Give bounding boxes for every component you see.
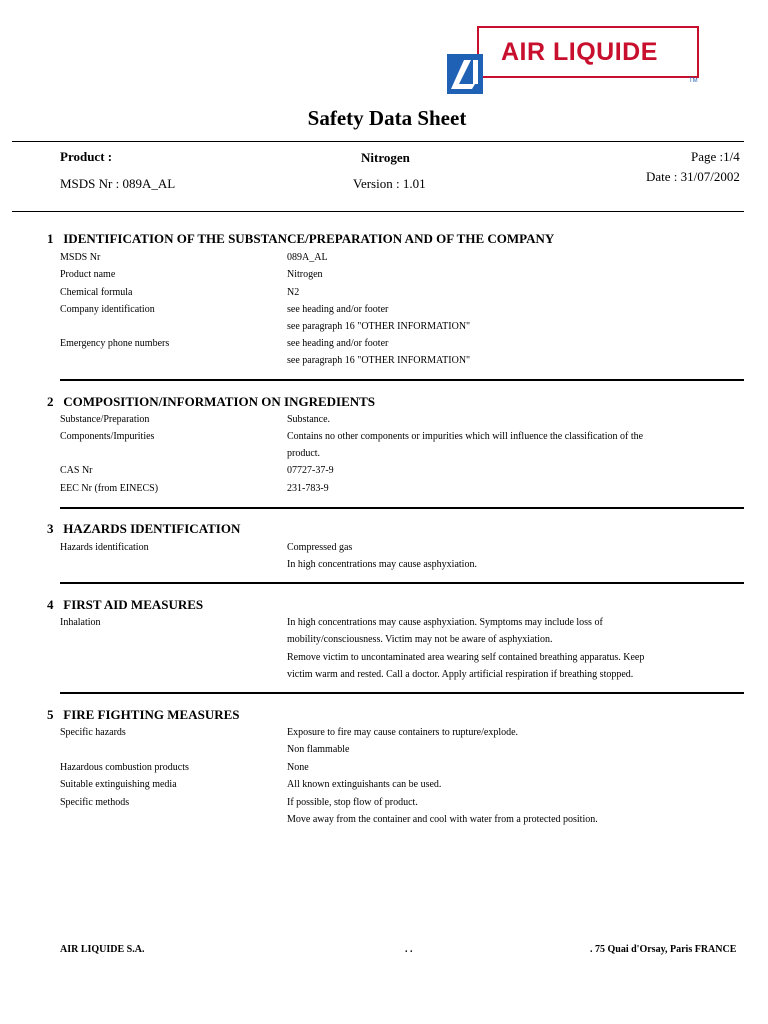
al-logo-mark-icon bbox=[447, 54, 483, 94]
section-3-title bbox=[47, 521, 240, 537]
row-value: victim warm and rested. Call a doctor. Apply artificial respiration if breathing stopped. bbox=[287, 669, 634, 680]
row-label: Suitable extinguishing media bbox=[60, 779, 177, 790]
row-value: Compressed gas bbox=[287, 542, 353, 553]
section-divider bbox=[60, 379, 744, 381]
msds-number: MSDS Nr : 089A_AL bbox=[60, 176, 176, 191]
row-label: Inhalation bbox=[60, 617, 101, 628]
row-value: Contains no other components or impurities which will influence the classification of the bbox=[287, 431, 644, 442]
air-liquide-logo bbox=[445, 26, 703, 94]
row-value: see paragraph 16 "OTHER INFORMATION" bbox=[287, 355, 471, 366]
row-label: Company identification bbox=[60, 304, 155, 315]
row-label: Specific hazards bbox=[60, 727, 126, 738]
section-number: 2 bbox=[47, 394, 54, 409]
row-value: N2 bbox=[287, 287, 300, 298]
row-label: MSDS Nr bbox=[60, 252, 101, 263]
row-value: In high concentrations may cause asphyxiation. bbox=[287, 559, 477, 570]
row-value: If possible, stop flow of product. bbox=[287, 797, 418, 808]
row-value: see paragraph 16 "OTHER INFORMATION" bbox=[287, 321, 471, 332]
row-label: EEC Nr (from EINECS) bbox=[60, 483, 159, 494]
section-1-title bbox=[47, 231, 554, 247]
row-value: Non flammable bbox=[287, 744, 350, 755]
section-heading: HAZARDS IDENTIFICATION bbox=[63, 521, 241, 536]
row-value: Substance. bbox=[287, 414, 331, 425]
row-value: see heading and/or footer bbox=[287, 338, 389, 349]
section-number: 1 bbox=[47, 231, 54, 246]
row-value: 07727-37-9 bbox=[287, 465, 334, 476]
product-name: Nitrogen bbox=[361, 150, 410, 165]
row-label: CAS Nr bbox=[60, 465, 93, 476]
product-label: Product : bbox=[60, 149, 113, 164]
section-heading: FIRST AID MEASURES bbox=[63, 597, 204, 612]
row-value: mobility/consciousness. Victim may not be aware of asphyxiation. bbox=[287, 634, 553, 645]
row-value: 089A_AL bbox=[287, 252, 328, 263]
section-5-title bbox=[47, 707, 240, 723]
logo-brand-text: AIR LIQUIDE bbox=[501, 38, 658, 66]
footer-middle: . . bbox=[405, 944, 413, 955]
row-value: product. bbox=[287, 448, 321, 459]
row-label: Substance/Preparation bbox=[60, 414, 150, 425]
row-label: Chemical formula bbox=[60, 287, 133, 298]
header-bottom-rule bbox=[12, 211, 744, 212]
row-value: In high concentrations may cause asphyxiation. Symptoms may include loss of bbox=[287, 617, 603, 628]
row-value: All known extinguishants can be used. bbox=[287, 779, 442, 790]
section-2-title bbox=[47, 394, 375, 410]
section-number: 3 bbox=[47, 521, 54, 536]
section-divider bbox=[60, 692, 744, 694]
header-top-rule bbox=[12, 141, 744, 142]
date: Date : 31/07/2002 bbox=[646, 169, 740, 184]
section-number: 4 bbox=[47, 597, 54, 612]
row-label: Hazardous combustion products bbox=[60, 762, 189, 773]
version: Version : 1.01 bbox=[353, 176, 426, 191]
row-value: 231-783-9 bbox=[287, 483, 329, 494]
section-divider bbox=[60, 582, 744, 584]
page-number: Page :1/4 bbox=[691, 149, 740, 164]
logo-trademark: TM bbox=[689, 78, 698, 84]
row-value: Nitrogen bbox=[287, 269, 323, 280]
row-value: Exposure to fire may cause containers to rupture/explode. bbox=[287, 727, 519, 738]
section-heading: COMPOSITION/INFORMATION ON INGREDIENTS bbox=[63, 394, 376, 409]
row-label: Components/Impurities bbox=[60, 431, 155, 442]
row-label: Emergency phone numbers bbox=[60, 338, 170, 349]
row-label: Hazards identification bbox=[60, 542, 149, 553]
row-value: None bbox=[287, 762, 309, 773]
section-4-title bbox=[47, 597, 203, 613]
section-heading: IDENTIFICATION OF THE SUBSTANCE/PREPARATION AND OF THE COMPANY bbox=[63, 231, 555, 246]
row-value: Move away from the container and cool with water from a protected position. bbox=[287, 814, 598, 825]
footer-company: AIR LIQUIDE S.A. bbox=[60, 944, 145, 955]
section-heading: FIRE FIGHTING MEASURES bbox=[63, 707, 240, 722]
footer-address: . 75 Quai d'Orsay, Paris FRANCE bbox=[590, 944, 737, 955]
row-value: Remove victim to uncontaminated area wearing self contained breathing apparatus. Keep bbox=[287, 652, 645, 663]
row-label: Product name bbox=[60, 269, 116, 280]
section-divider bbox=[60, 507, 744, 509]
row-label: Specific methods bbox=[60, 797, 130, 808]
section-number: 5 bbox=[47, 707, 54, 722]
document-title: Safety Data Sheet bbox=[307, 106, 467, 130]
row-value: see heading and/or footer bbox=[287, 304, 389, 315]
